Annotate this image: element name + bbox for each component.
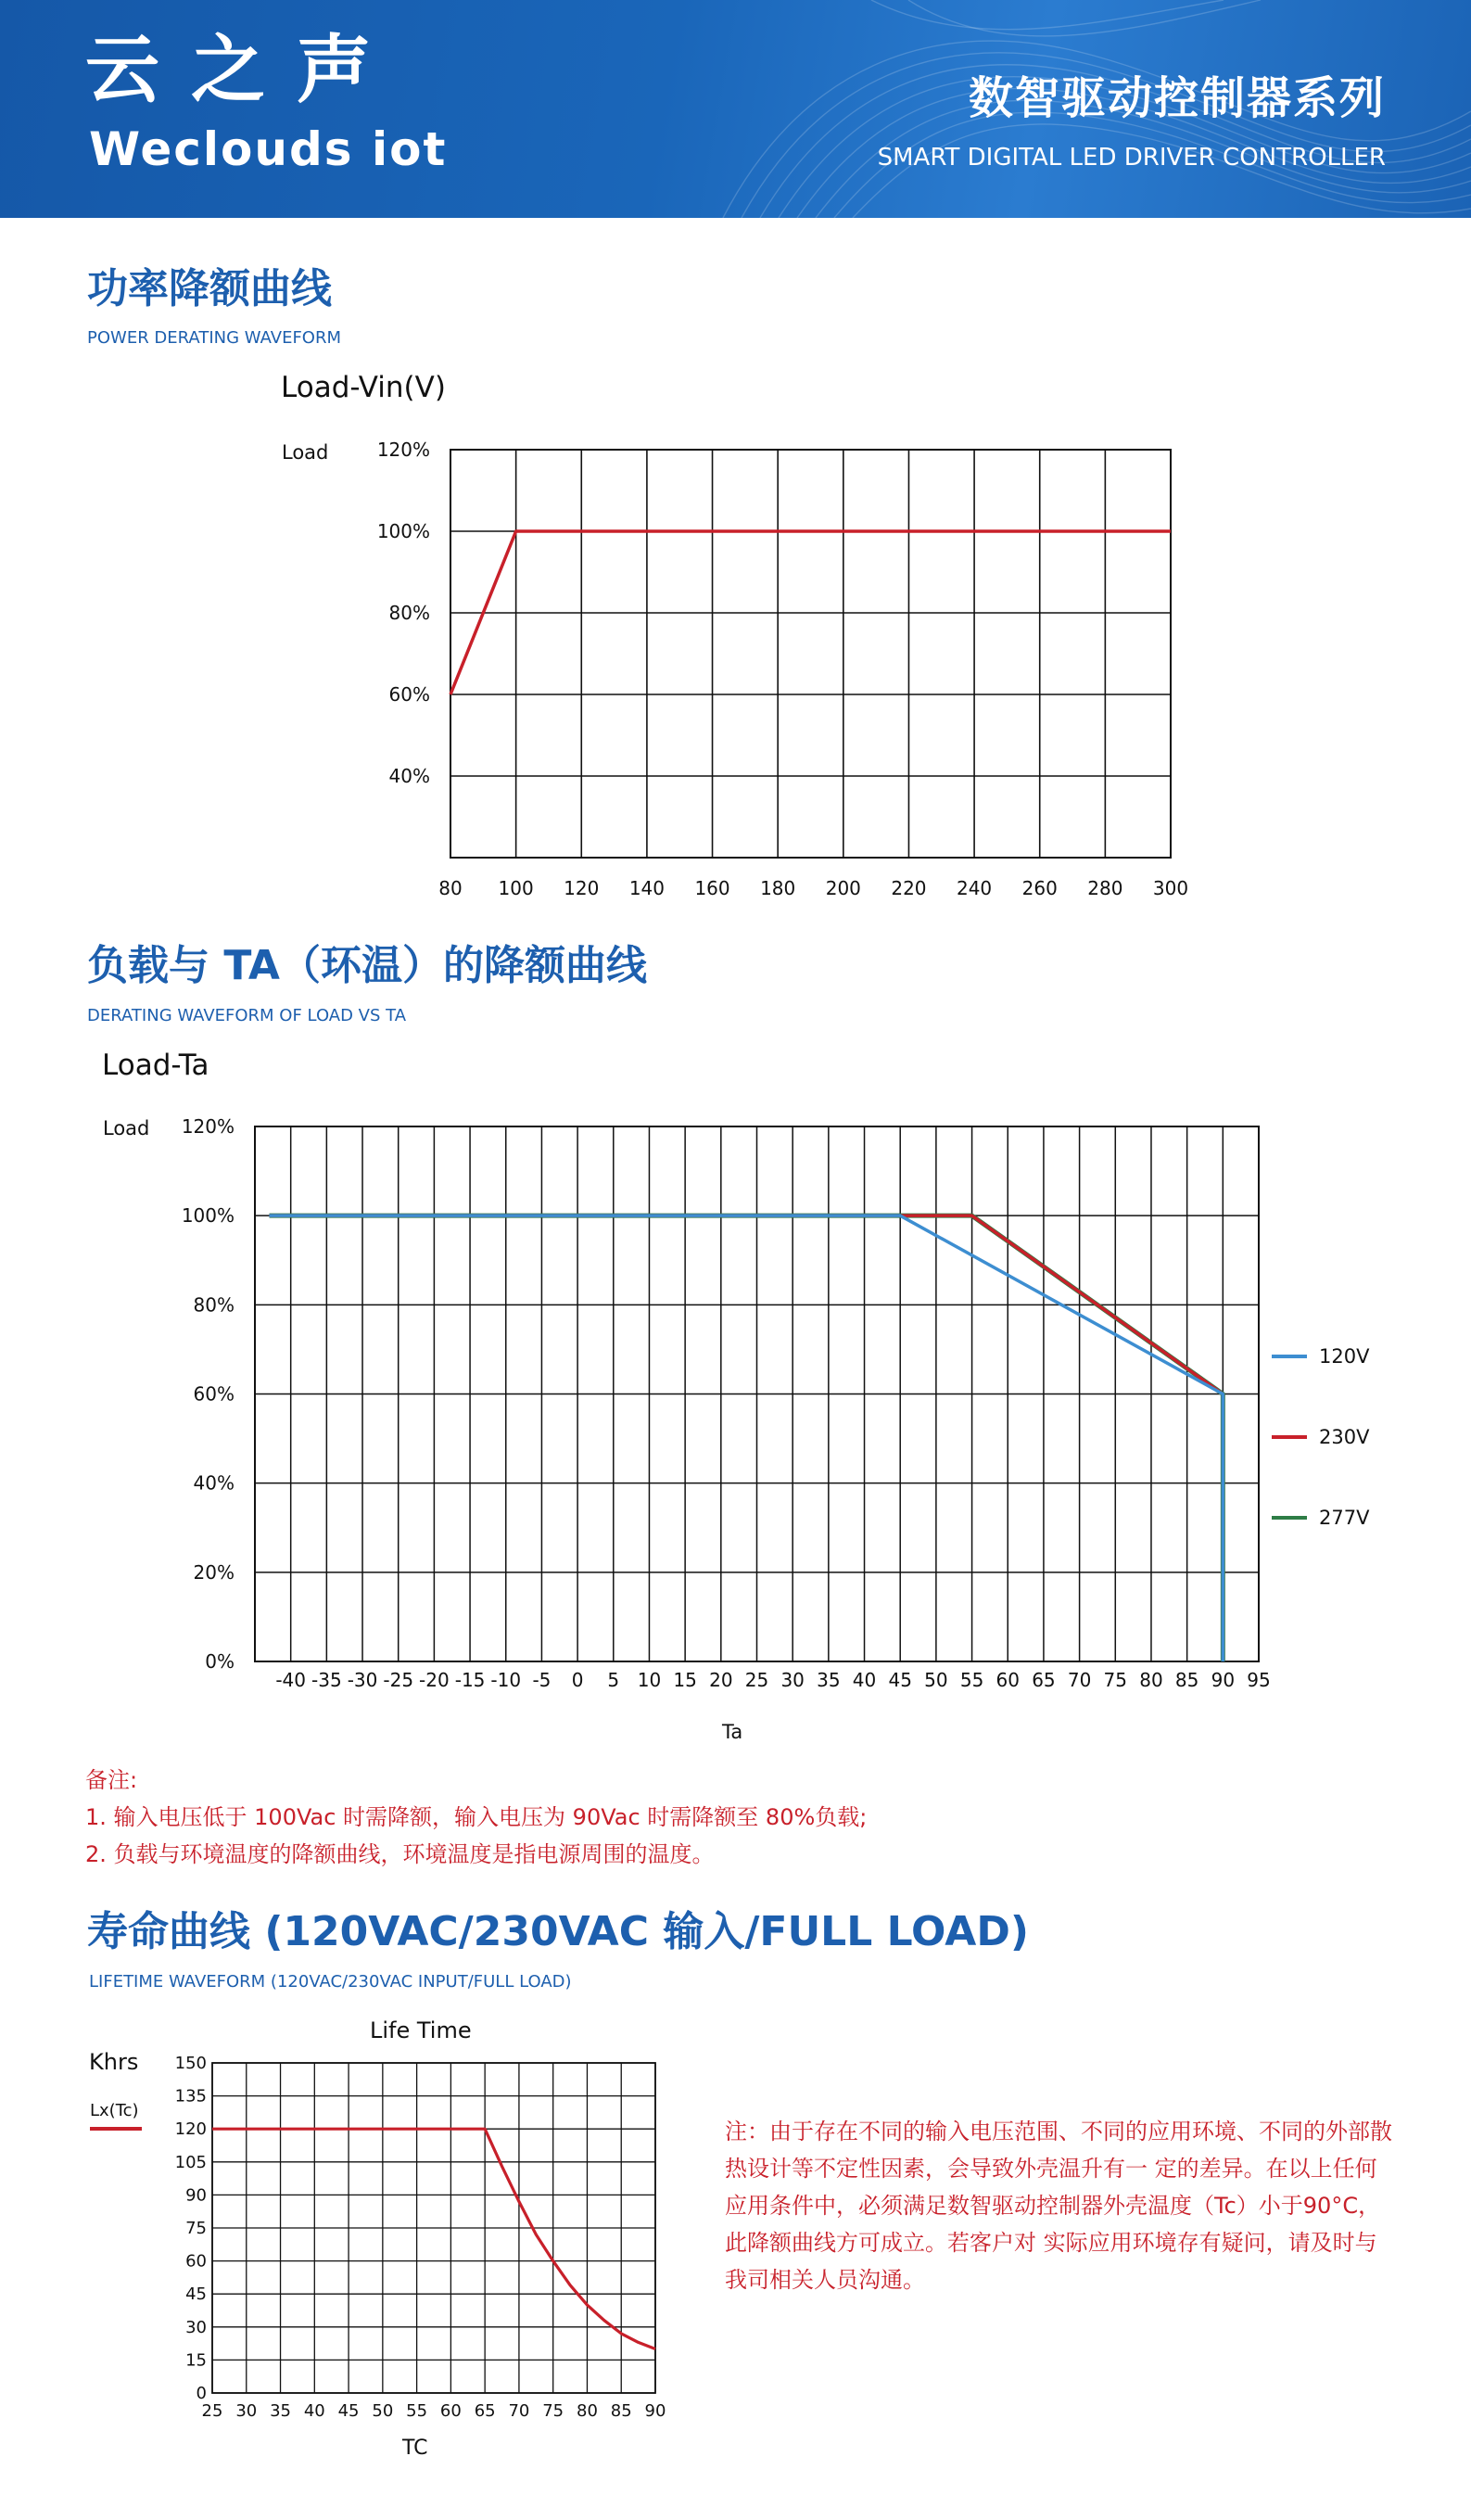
- logo-chinese: 云之声: [85, 27, 402, 113]
- chart1-y-tick: 60%: [388, 683, 430, 706]
- chart2-x-tick: -15: [454, 1669, 486, 1691]
- chart2-legend-label: 230V: [1319, 1426, 1370, 1448]
- chart2-x-tick: -40: [275, 1669, 307, 1691]
- chart2-x-tick: 55: [959, 1669, 984, 1691]
- chart3-y-tick: 120: [174, 2119, 207, 2140]
- chart1-title: Load-Vin(V): [281, 371, 446, 404]
- chart3-y-tick: 30: [185, 2317, 207, 2337]
- chart1-x-tick: 300: [1152, 877, 1189, 899]
- chart2-x-tick: 15: [673, 1669, 697, 1691]
- chart1-ylabel: Load: [282, 441, 329, 464]
- chart2-x-tick: -25: [383, 1669, 414, 1691]
- chart2-title: Load-Ta: [102, 1049, 209, 1082]
- chart3-y-tick: 15: [185, 2350, 207, 2371]
- chart1-x-tick: 100: [498, 877, 534, 899]
- chart2-x-tick: 35: [817, 1669, 841, 1691]
- notes-label: 备注:: [85, 1767, 138, 1793]
- chart3-x-tick: 80: [577, 2401, 598, 2421]
- chart2-x-tick: 90: [1211, 1669, 1236, 1691]
- chart2-x-tick: 60: [995, 1669, 1020, 1691]
- chart1-y-tick: 100%: [376, 520, 430, 542]
- chart2-x-tick: 25: [744, 1669, 769, 1691]
- chart2-x-tick: 85: [1174, 1669, 1199, 1691]
- chart2-y-tick: 120%: [181, 1115, 235, 1138]
- chart3-x-tick: 90: [644, 2401, 666, 2421]
- chart3-x-tick: 75: [542, 2401, 564, 2421]
- chart2-x-tick: -5: [532, 1669, 552, 1691]
- chart2-x-tick: 0: [571, 1669, 584, 1691]
- chart2-y-tick: 0%: [205, 1650, 235, 1673]
- chart3-y-tick: 150: [174, 2054, 207, 2073]
- chart3-x-tick: 45: [337, 2401, 360, 2421]
- chart2-x-tick: 30: [780, 1669, 805, 1691]
- chart2-x-tick: -30: [347, 1669, 378, 1691]
- chart1-x-tick: 280: [1087, 877, 1123, 899]
- chart3-y-tick: 0: [196, 2384, 207, 2403]
- chart3-ylabel: Khrs: [89, 2049, 139, 2075]
- chart2-y-tick: 60%: [193, 1382, 235, 1406]
- chart1-y-tick: 80%: [388, 602, 430, 624]
- chart2-x-tick: 5: [607, 1669, 620, 1691]
- side-note: 注：由于存在不同的输入电压范围、不同的应用环境、不同的外部散热设计等不定性因素，会导致外壳温升有一 定的差异。在以上任何应用条件中，必须满足数智驱动控制器外壳温度（Tc）小于90°C，此降额曲线方可成立。若客户对 实际应用环境存有疑问，请及时与我司相关人员沟通。: [725, 2119, 1392, 2293]
- chart2-y-tick: 40%: [193, 1471, 235, 1495]
- note-line-1: 1. 输入电压低于 100Vac 时需降额，输入电压为 90Vac 时需降额至 80%负载;: [85, 1804, 868, 1830]
- chart1-x-tick: 80: [438, 877, 463, 899]
- note-line-2: 2. 负载与环境温度的降额曲线，环境温度是指电源周围的温度。: [85, 1841, 715, 1867]
- chart2-x-tick: -35: [311, 1669, 342, 1691]
- chart2-x-tick: -10: [490, 1669, 522, 1691]
- chart2-x-tick: 40: [852, 1669, 877, 1691]
- chart3-y-tick: 75: [185, 2219, 207, 2238]
- section2-subtitle: DERATING WAVEFORM OF LOAD VS TA: [87, 1006, 407, 1025]
- section1-subtitle: POWER DERATING WAVEFORM: [87, 328, 342, 348]
- chart3-x-tick: 70: [508, 2401, 530, 2421]
- chart2-y-tick: 100%: [181, 1204, 235, 1228]
- chart2-x-tick: 20: [709, 1669, 733, 1691]
- chart2-ylabel: Load: [103, 1117, 150, 1139]
- chart2-x-tick: 80: [1139, 1669, 1163, 1691]
- chart2-x-tick: 45: [888, 1669, 912, 1691]
- section3-subtitle: LIFETIME WAVEFORM (120VAC/230VAC INPUT/FULL LOAD): [89, 1972, 572, 1992]
- chart3-x-tick: 30: [235, 2401, 258, 2421]
- chart2-x-tick: 65: [1032, 1669, 1056, 1691]
- chart3-x-tick: 60: [439, 2401, 462, 2421]
- chart2-xlabel: Ta: [722, 1721, 743, 1743]
- chart3-x-tick: 50: [372, 2401, 394, 2421]
- chart3-x-tick: 25: [201, 2401, 223, 2421]
- chart2-x-tick: 95: [1247, 1669, 1271, 1691]
- chart1-y-tick: 120%: [376, 439, 430, 461]
- chart3-x-tick: 35: [270, 2401, 291, 2421]
- chart2-x-tick: 50: [924, 1669, 948, 1691]
- chart3-legend-label: Lx(Tc): [90, 2101, 139, 2120]
- chart2-x-tick: 75: [1103, 1669, 1128, 1691]
- chart1-y-tick: 40%: [388, 765, 430, 787]
- chart1-x-tick: 120: [564, 877, 600, 899]
- chart1-x-tick: 140: [628, 877, 666, 899]
- section3-title: 寿命曲线 (120VAC/230VAC 输入/FULL LOAD): [87, 1908, 1029, 1955]
- chart2-legend-label: 277V: [1319, 1507, 1370, 1529]
- chart3-x-tick: 65: [474, 2401, 496, 2421]
- chart3-xlabel: TC: [402, 2437, 428, 2460]
- section2-title: 负载与 TA（环温）的降额曲线: [87, 942, 647, 989]
- chart3-title: Life Time: [370, 2017, 472, 2043]
- chart3-y-tick: 135: [174, 2086, 207, 2106]
- series-title: 数智驱动控制器系列: [968, 72, 1386, 124]
- chart2-y-tick: 80%: [193, 1293, 235, 1317]
- chart3-y-tick: 60: [185, 2251, 207, 2272]
- chart3-y-tick: 105: [174, 2152, 207, 2172]
- chart1-x-tick: 200: [825, 877, 861, 899]
- chart2-x-tick: 10: [637, 1669, 662, 1691]
- chart3-x-tick: 40: [303, 2401, 325, 2421]
- chart1-x-tick: 240: [956, 877, 993, 899]
- chart3-x-tick: 55: [406, 2401, 428, 2421]
- chart2-x-tick: 70: [1067, 1669, 1092, 1691]
- series-subtitle: SMART DIGITAL LED DRIVER CONTROLLER: [877, 144, 1386, 172]
- chart2-y-tick: 20%: [193, 1560, 235, 1584]
- section1-title: 功率降额曲线: [87, 265, 332, 312]
- chart1-x-tick: 220: [891, 877, 927, 899]
- chart1-x-tick: 180: [760, 877, 796, 899]
- chart2-x-tick: -20: [419, 1669, 450, 1691]
- chart3-x-tick: 85: [610, 2401, 632, 2421]
- chart2-legend-label: 120V: [1319, 1345, 1370, 1368]
- logo-english: Weclouds iot: [89, 122, 448, 176]
- chart1-x-tick: 160: [694, 877, 730, 899]
- chart3-y-tick: 45: [185, 2285, 207, 2305]
- chart3-y-tick: 90: [185, 2185, 207, 2206]
- chart1-x-tick: 260: [1021, 877, 1058, 899]
